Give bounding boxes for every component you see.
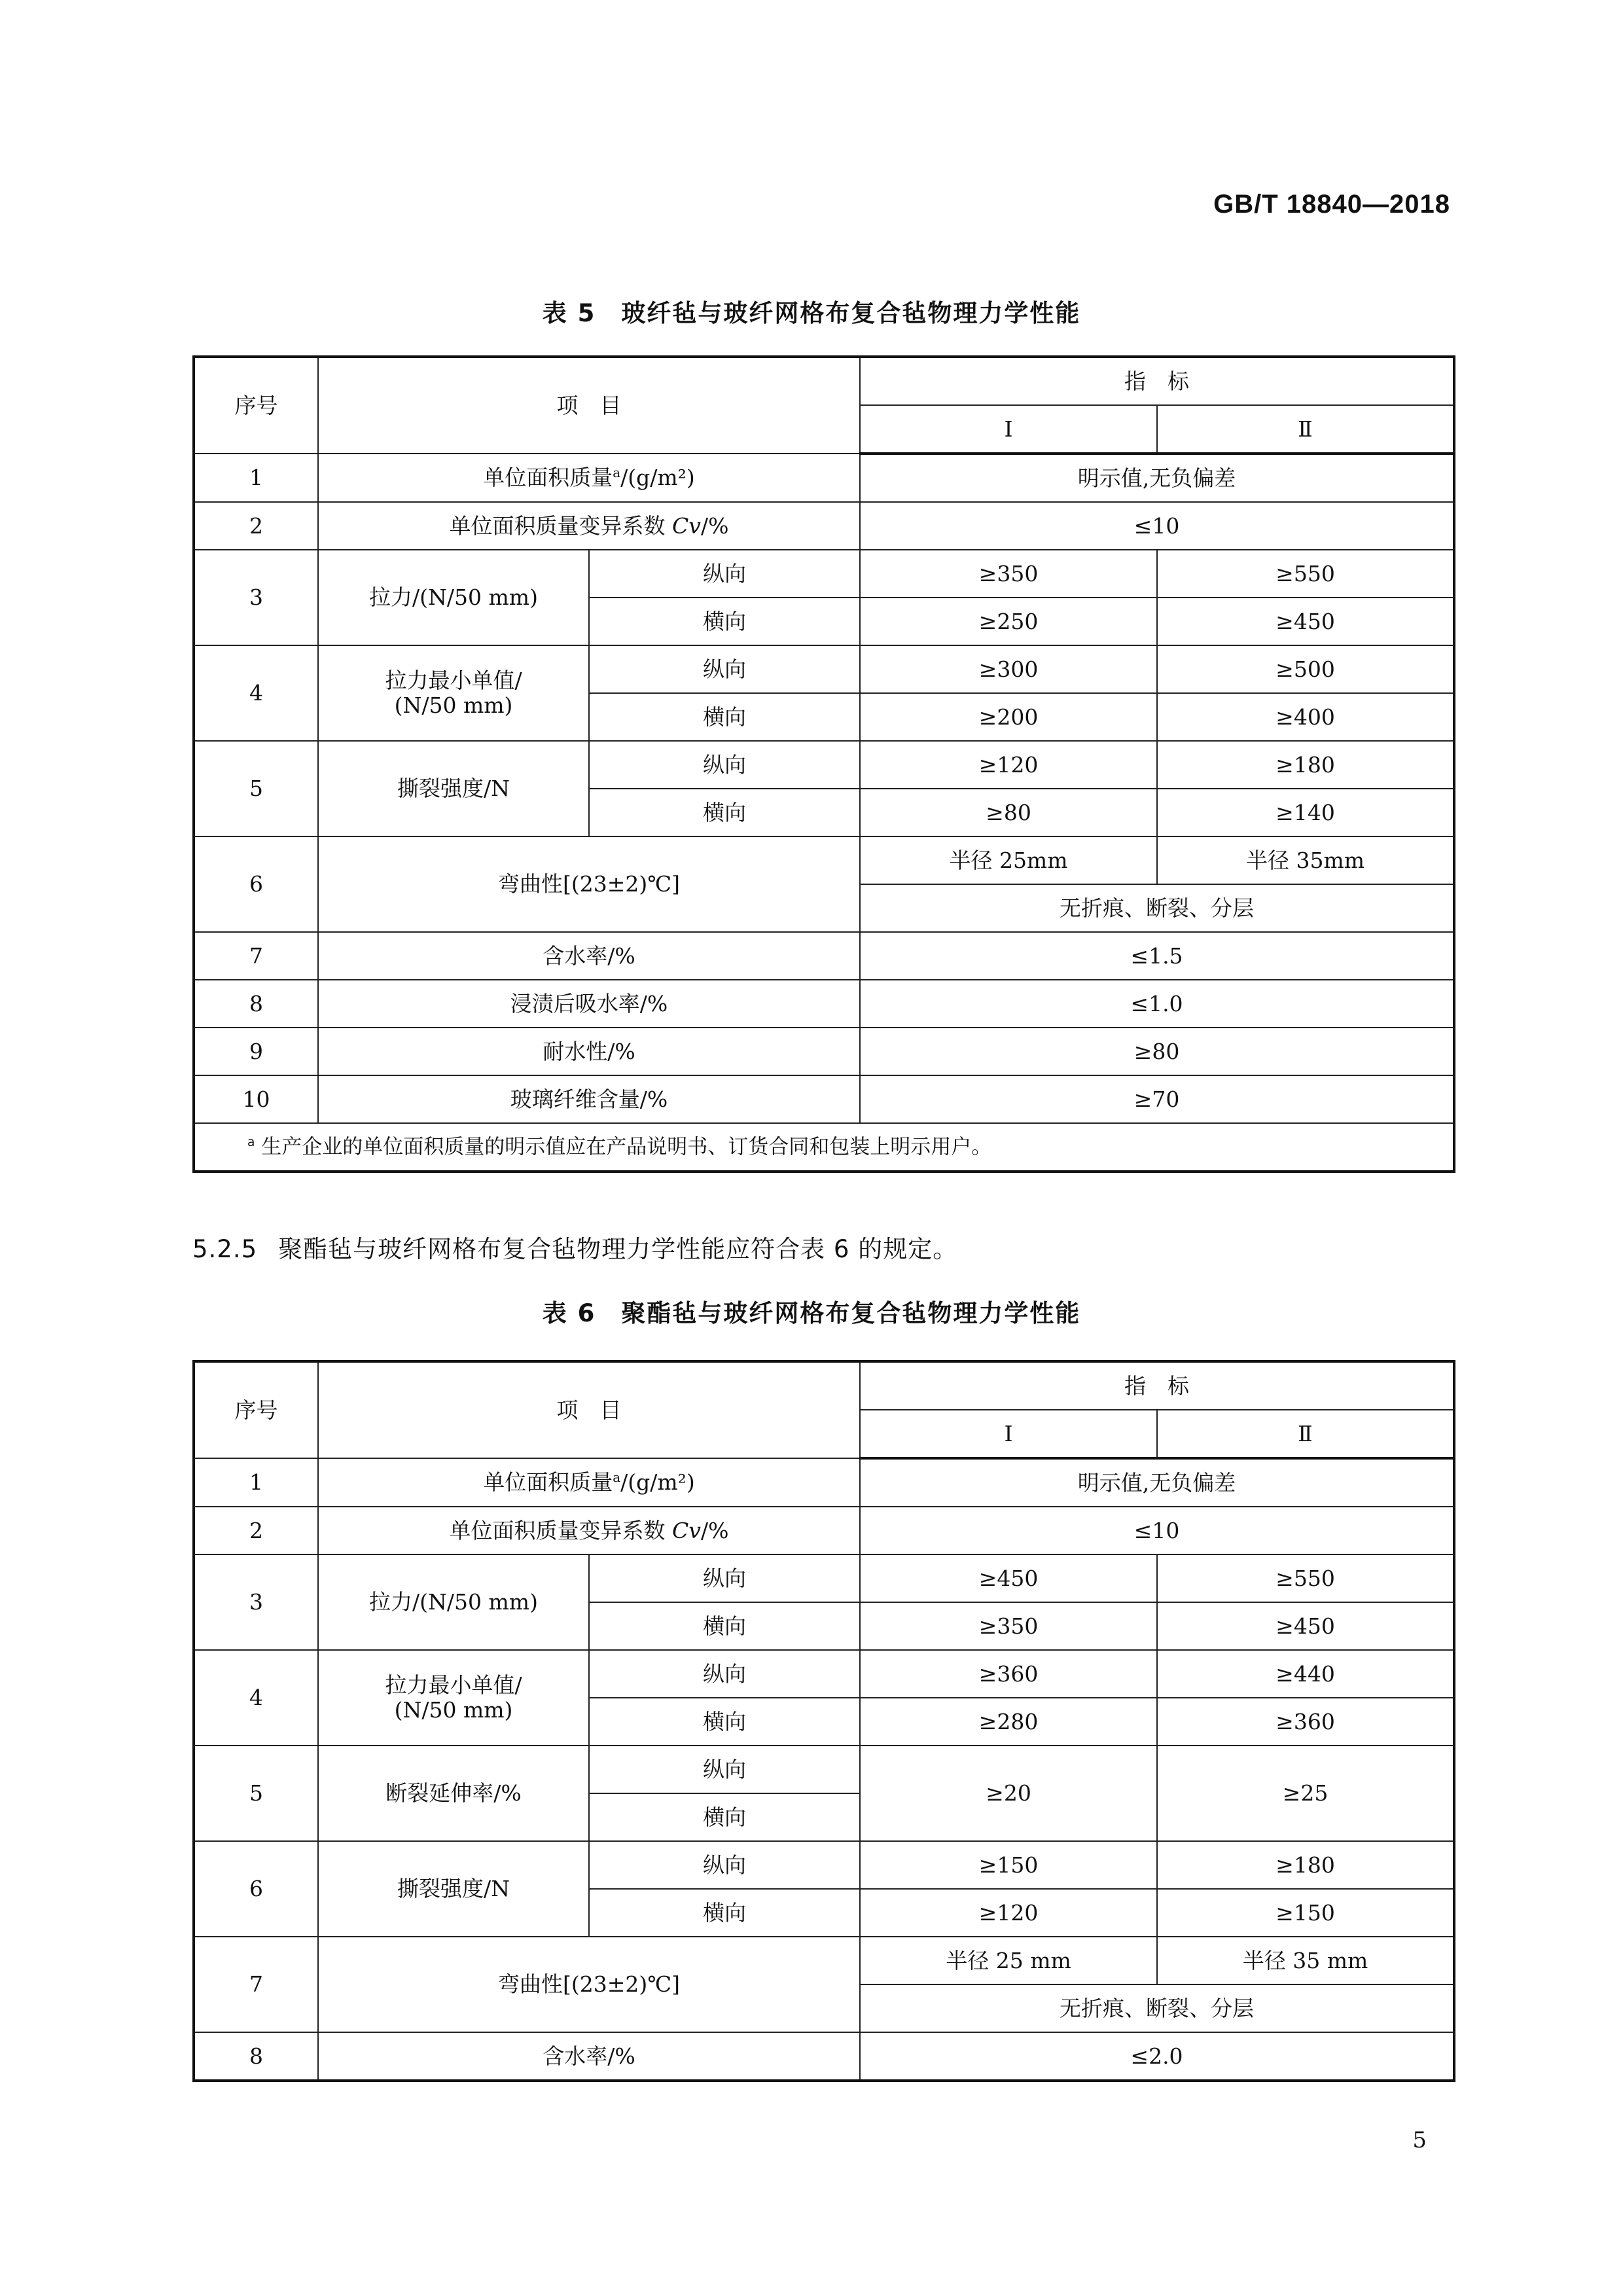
table-row <box>194 1746 1454 1793</box>
item-cell: 玻璃纤维含量/% <box>318 1075 860 1123</box>
value-cell: ≥350 <box>860 1602 1157 1650</box>
seq-cell: 5 <box>194 1746 318 1841</box>
table6-caption: 表 6 聚酯毡与玻纤网格布复合毡物理力学性能 <box>542 1299 1081 1327</box>
value-cell: ≥150 <box>1157 1889 1454 1937</box>
item-cell: 单位面积质量变异系数 Cv/% <box>318 1507 860 1554</box>
table5-header-seq: 序号 <box>194 357 318 454</box>
clause-number: 5.2.5 <box>192 1235 258 1263</box>
table-row <box>194 1507 1454 1554</box>
table-row <box>194 1075 1454 1123</box>
value-cell: 明示值,无负偏差 <box>860 454 1454 502</box>
table-row <box>194 836 1454 884</box>
table-row <box>194 502 1454 550</box>
value-cell: ≥550 <box>1157 1554 1454 1602</box>
item-cell: 拉力/(N/50 mm) <box>318 1554 589 1650</box>
value-cell: ≥150 <box>860 1841 1157 1889</box>
table-row <box>194 1458 1454 1507</box>
direction-cell: 横向 <box>589 693 860 741</box>
seq-cell: 8 <box>194 980 318 1028</box>
direction-cell: 横向 <box>589 1602 860 1650</box>
clause-text: 聚酯毡与玻纤网格布复合毡物理力学性能应符合表 6 的规定。 <box>278 1235 958 1263</box>
item-cell: 耐水性/% <box>318 1028 860 1075</box>
table5-footnote: $^a$ 生产企业的单位面积质量的明示值应在产品说明书、订货合同和包装上明示用户。 <box>194 1123 1454 1172</box>
seq-cell: 7 <box>194 932 318 980</box>
value-cell: ≤10 <box>860 1507 1454 1554</box>
table5-header-index: 指 标 <box>860 357 1454 405</box>
table6-header-grade2: Ⅱ <box>1157 1410 1454 1458</box>
table-row <box>194 741 1454 789</box>
direction-cell: 纵向 <box>589 1841 860 1889</box>
table-row <box>194 1841 1454 1889</box>
direction-cell: 纵向 <box>589 550 860 598</box>
direction-cell: 纵向 <box>589 1746 860 1793</box>
item-cell: 拉力/(N/50 mm) <box>318 550 589 645</box>
seq-cell: 2 <box>194 1507 318 1554</box>
table-footnote-row <box>194 1123 1454 1172</box>
item-cell: 弯曲性[(23±2)℃] <box>318 1937 860 2032</box>
value-cell: ≤10 <box>860 502 1454 550</box>
direction-cell: 横向 <box>589 1698 860 1746</box>
value-cell: ≥180 <box>1157 741 1454 789</box>
value-cell: ≥450 <box>1157 1602 1454 1650</box>
value-cell: ≥450 <box>1157 598 1454 645</box>
item-cell: 弯曲性[(23±2)℃] <box>318 836 860 932</box>
value-cell: ≥360 <box>1157 1698 1454 1746</box>
value-cell: 半径 25 mm <box>860 1937 1157 1984</box>
value-cell: ≥440 <box>1157 1650 1454 1698</box>
value-cell: ≤1.0 <box>860 980 1454 1028</box>
value-cell: ≥80 <box>860 1028 1454 1075</box>
seq-cell: 3 <box>194 1554 318 1650</box>
value-cell: ≥70 <box>860 1075 1454 1123</box>
item-cell: 浸渍后吸水率/% <box>318 980 860 1028</box>
value-cell: ≥250 <box>860 598 1157 645</box>
table-row <box>194 1650 1454 1698</box>
seq-cell: 10 <box>194 1075 318 1123</box>
direction-cell: 横向 <box>589 598 860 645</box>
seq-cell: 8 <box>194 2032 318 2081</box>
seq-cell: 4 <box>194 645 318 741</box>
value-cell: ≤2.0 <box>860 2032 1454 2081</box>
direction-cell: 纵向 <box>589 741 860 789</box>
item-cell: 拉力最小单值/ (N/50 mm) <box>318 645 589 741</box>
table-row <box>194 1554 1454 1602</box>
seq-cell: 1 <box>194 454 318 502</box>
table-row <box>194 454 1454 502</box>
table5 <box>192 355 1455 1173</box>
direction-cell: 横向 <box>589 789 860 836</box>
item-cell: 单位面积质量$^a$/(g/m²) <box>318 454 860 502</box>
value-cell: 明示值,无负偏差 <box>860 1458 1454 1507</box>
value-cell: ≥140 <box>1157 789 1454 836</box>
value-cell: ≤1.5 <box>860 932 1454 980</box>
table5-caption: 表 5 玻纤毡与玻纤网格布复合毡物理力学性能 <box>542 299 1081 327</box>
table-row <box>194 1937 1454 1984</box>
table5-header-item: 项 目 <box>318 357 860 454</box>
standard-number: GB/T 18840—2018 <box>1213 190 1450 219</box>
seq-cell: 6 <box>194 1841 318 1937</box>
page-number: 5 <box>1412 2127 1427 2153</box>
seq-cell: 9 <box>194 1028 318 1075</box>
seq-cell: 4 <box>194 1650 318 1746</box>
value-cell: ≥120 <box>860 741 1157 789</box>
item-cell: 含水率/% <box>318 2032 860 2081</box>
table6-header-grade1: Ⅰ <box>860 1410 1157 1458</box>
table-row <box>194 932 1454 980</box>
seq-cell: 6 <box>194 836 318 932</box>
table-row <box>194 980 1454 1028</box>
seq-cell: 7 <box>194 1937 318 2032</box>
value-cell: ≥200 <box>860 693 1157 741</box>
direction-cell: 纵向 <box>589 1554 860 1602</box>
value-cell: ≥350 <box>860 550 1157 598</box>
value-cell: 无折痕、断裂、分层 <box>860 884 1454 932</box>
seq-cell: 2 <box>194 502 318 550</box>
seq-cell: 1 <box>194 1458 318 1507</box>
table6-header-seq: 序号 <box>194 1361 318 1458</box>
direction-cell: 纵向 <box>589 645 860 693</box>
table-row <box>194 1028 1454 1075</box>
seq-cell: 5 <box>194 741 318 836</box>
value-cell: ≥280 <box>860 1698 1157 1746</box>
value-cell: 半径 35mm <box>1157 836 1454 884</box>
value-cell: ≥500 <box>1157 645 1454 693</box>
item-cell: 拉力最小单值/ (N/50 mm) <box>318 1650 589 1746</box>
value-cell: ≥180 <box>1157 1841 1454 1889</box>
item-cell: 单位面积质量$^a$/(g/m²) <box>318 1458 860 1507</box>
direction-cell: 纵向 <box>589 1650 860 1698</box>
value-cell: ≥400 <box>1157 693 1454 741</box>
item-cell: 单位面积质量变异系数 Cv/% <box>318 502 860 550</box>
value-cell: ≥360 <box>860 1650 1157 1698</box>
table-row <box>194 645 1454 693</box>
direction-cell: 横向 <box>589 1889 860 1937</box>
value-cell: 半径 35 mm <box>1157 1937 1454 1984</box>
table-row <box>194 2032 1454 2081</box>
value-cell: 半径 25mm <box>860 836 1157 884</box>
table5-header-grade2: Ⅱ <box>1157 405 1454 454</box>
seq-cell: 3 <box>194 550 318 645</box>
value-cell: 无折痕、断裂、分层 <box>860 1984 1454 2032</box>
table6-header-index: 指 标 <box>860 1361 1454 1410</box>
value-cell: ≥120 <box>860 1889 1157 1937</box>
clause-5-2-5 <box>192 1229 957 1265</box>
item-cell: 含水率/% <box>318 932 860 980</box>
value-cell: ≥20 <box>860 1746 1157 1841</box>
value-cell: ≥300 <box>860 645 1157 693</box>
table6-header-item: 项 目 <box>318 1361 860 1458</box>
table5-header-grade1: Ⅰ <box>860 405 1157 454</box>
item-cell: 断裂延伸率/% <box>318 1746 589 1841</box>
value-cell: ≥450 <box>860 1554 1157 1602</box>
value-cell: ≥550 <box>1157 550 1454 598</box>
table6 <box>192 1360 1455 2082</box>
direction-cell: 横向 <box>589 1793 860 1841</box>
item-cell: 撕裂强度/N <box>318 741 589 836</box>
table-row <box>194 550 1454 598</box>
value-cell: ≥25 <box>1157 1746 1454 1841</box>
item-cell: 撕裂强度/N <box>318 1841 589 1937</box>
value-cell: ≥80 <box>860 789 1157 836</box>
